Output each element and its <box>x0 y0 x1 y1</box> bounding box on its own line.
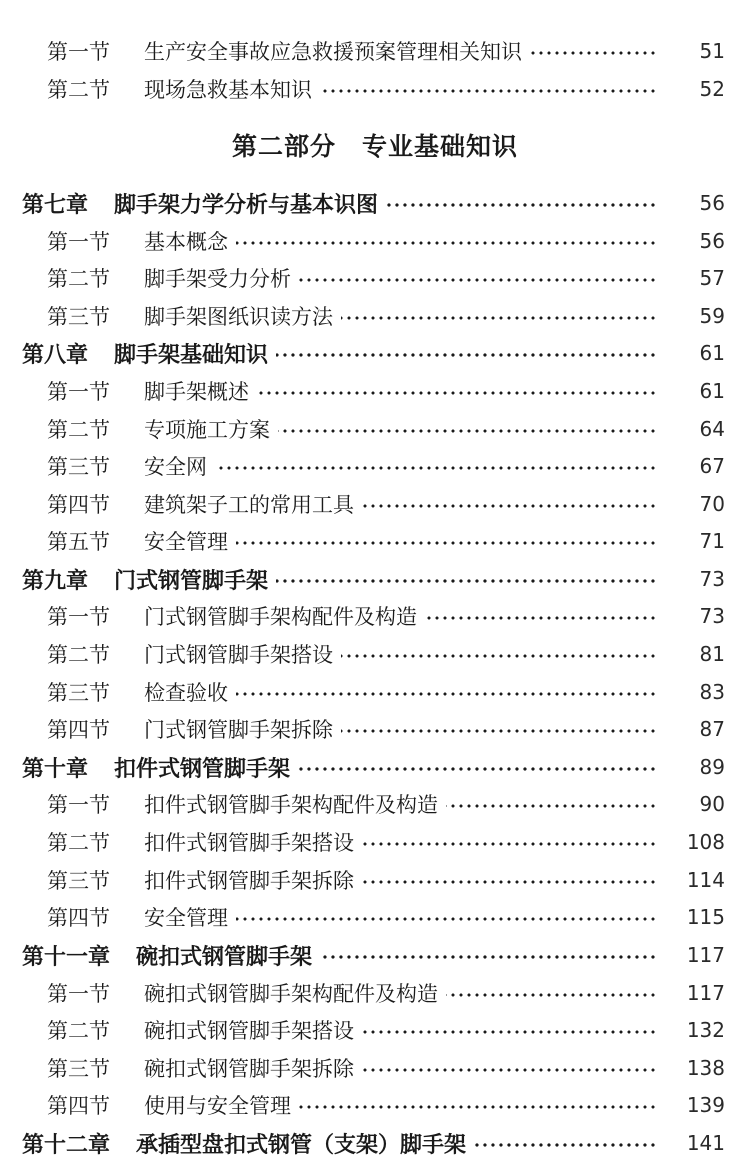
page-number: 90 <box>699 792 725 816</box>
page-number: 52 <box>699 77 725 101</box>
page-number: 81 <box>699 642 725 666</box>
section-number: 第三节 <box>47 455 110 479</box>
section-title: 门式钢管脚手架搭设 <box>144 643 333 667</box>
page-number: 83 <box>699 680 725 704</box>
section-number: 第二节 <box>47 78 110 102</box>
section-title: 扣件式钢管脚手架构配件及构造 <box>144 793 438 817</box>
page-number: 89 <box>699 755 725 779</box>
toc-chapter-row[interactable] <box>0 936 750 974</box>
toc-section-row[interactable] <box>0 635 750 673</box>
dot-leader <box>530 51 657 55</box>
toc-chapter-row[interactable] <box>0 748 750 786</box>
section-title: 碗扣式钢管脚手架构配件及构造 <box>144 982 438 1006</box>
section-number: 第一节 <box>47 982 110 1006</box>
section-title: 脚手架受力分析 <box>144 267 291 291</box>
chapter-title: 承插型盘扣式钢管（支架）脚手架 <box>136 1131 467 1158</box>
dot-leader <box>341 729 657 733</box>
part-number: 第二部分 <box>231 132 336 161</box>
part-title: 专业基础知识 <box>362 132 519 161</box>
toc-section-row[interactable] <box>0 1086 750 1124</box>
section-number: 第五节 <box>47 530 110 554</box>
section-title: 扣件式钢管脚手架拆除 <box>144 869 354 893</box>
page-number: 59 <box>699 304 725 328</box>
dot-leader <box>362 504 657 508</box>
chapter-number: 第十一章 <box>22 943 111 970</box>
toc-chapter-row[interactable] <box>0 184 750 222</box>
page-number: 117 <box>686 943 725 967</box>
dot-leader <box>446 804 657 808</box>
section-title: 门式钢管脚手架构配件及构造 <box>144 605 417 629</box>
section-title: 安全管理 <box>144 530 228 554</box>
section-title: 现场急救基本知识 <box>144 78 312 102</box>
section-number: 第二节 <box>47 418 110 442</box>
page-number: 141 <box>686 1131 725 1155</box>
section-number: 第二节 <box>47 267 110 291</box>
section-title: 安全管理 <box>144 906 228 930</box>
page-number: 117 <box>686 981 725 1005</box>
chapter-title: 碗扣式钢管脚手架 <box>136 943 313 970</box>
dot-leader <box>446 993 657 997</box>
chapter-title: 脚手架基础知识 <box>114 341 269 368</box>
toc-section-row[interactable] <box>0 898 750 936</box>
dot-leader <box>386 203 657 207</box>
section-title: 检查验收 <box>144 681 228 705</box>
chapter-number: 第十章 <box>22 755 89 782</box>
toc-section-row[interactable] <box>0 1049 750 1087</box>
dot-leader <box>298 767 657 771</box>
section-title: 使用与安全管理 <box>144 1094 291 1118</box>
dot-leader <box>276 353 657 357</box>
section-number: 第一节 <box>47 605 110 629</box>
page-number: 61 <box>699 341 725 365</box>
toc-section-row[interactable] <box>0 410 750 448</box>
page-number: 132 <box>686 1018 725 1042</box>
toc-section-row[interactable] <box>0 710 750 748</box>
dot-leader <box>215 466 657 470</box>
dot-leader <box>362 1068 657 1072</box>
page-number: 61 <box>699 379 725 403</box>
chapter-number: 第九章 <box>22 567 89 594</box>
page-number: 67 <box>699 454 725 478</box>
section-title: 脚手架图纸识读方法 <box>144 305 333 329</box>
section-number: 第一节 <box>47 793 110 817</box>
page-number: 56 <box>699 191 725 215</box>
page-number: 73 <box>699 567 725 591</box>
section-number: 第一节 <box>47 40 110 64</box>
page-number: 56 <box>699 229 725 253</box>
section-number: 第二节 <box>47 643 110 667</box>
dot-leader <box>362 842 657 846</box>
page-number: 87 <box>699 717 725 741</box>
toc-chapter-row[interactable] <box>0 334 750 372</box>
dot-leader <box>236 692 657 696</box>
page-number: 108 <box>686 830 725 854</box>
dot-leader <box>257 391 657 395</box>
toc-section-row[interactable] <box>0 974 750 1012</box>
chapter-number: 第七章 <box>22 191 89 218</box>
dot-leader <box>474 1143 657 1147</box>
section-title: 建筑架子工的常用工具 <box>144 493 354 517</box>
toc-section-row[interactable] <box>0 597 750 635</box>
section-title: 基本概念 <box>144 230 228 254</box>
dot-leader <box>362 880 657 884</box>
page-number: 57 <box>699 266 725 290</box>
dot-leader <box>299 278 657 282</box>
section-title: 碗扣式钢管脚手架拆除 <box>144 1057 354 1081</box>
chapter-number: 第八章 <box>22 341 89 368</box>
toc-section-row[interactable] <box>0 259 750 297</box>
page-number: 138 <box>686 1056 725 1080</box>
toc-section-row[interactable] <box>0 522 750 560</box>
toc-section-row[interactable] <box>0 372 750 410</box>
section-title: 门式钢管脚手架拆除 <box>144 718 333 742</box>
section-title: 碗扣式钢管脚手架搭设 <box>144 1019 354 1043</box>
toc-section-row[interactable] <box>0 70 750 108</box>
section-number: 第三节 <box>47 305 110 329</box>
dot-leader <box>320 89 657 93</box>
toc-section-row[interactable] <box>0 447 750 485</box>
section-title: 安全网 <box>144 455 207 479</box>
dot-leader <box>341 316 657 320</box>
dot-leader <box>362 1030 657 1034</box>
section-number: 第二节 <box>47 831 110 855</box>
dot-leader <box>236 541 657 545</box>
page-number: 73 <box>699 604 725 628</box>
toc-section-row[interactable] <box>0 673 750 711</box>
section-number: 第一节 <box>47 380 110 404</box>
page-number: 114 <box>686 868 725 892</box>
dot-leader <box>236 917 657 921</box>
dot-leader <box>236 241 657 245</box>
section-number: 第四节 <box>47 906 110 930</box>
section-title: 专项施工方案 <box>144 418 270 442</box>
dot-leader <box>425 616 657 620</box>
section-number: 第四节 <box>47 493 110 517</box>
section-title: 生产安全事故应急救援预案管理相关知识 <box>144 40 522 64</box>
toc-section-row[interactable] <box>0 297 750 335</box>
section-title: 扣件式钢管脚手架搭设 <box>144 831 354 855</box>
section-number: 第三节 <box>47 869 110 893</box>
toc-section-row[interactable] <box>0 222 750 260</box>
page-number: 115 <box>686 905 725 929</box>
section-number: 第一节 <box>47 230 110 254</box>
dot-leader <box>320 955 657 959</box>
page-number: 71 <box>699 529 725 553</box>
section-number: 第三节 <box>47 681 110 705</box>
toc-section-row[interactable] <box>0 861 750 899</box>
toc-chapter-row[interactable] <box>0 560 750 598</box>
dot-leader <box>276 579 657 583</box>
section-number: 第二节 <box>47 1019 110 1043</box>
page-number: 51 <box>699 39 725 63</box>
toc-section-row[interactable] <box>0 823 750 861</box>
page-number: 139 <box>686 1093 725 1117</box>
toc-section-row[interactable] <box>0 32 750 70</box>
chapter-title: 门式钢管脚手架 <box>114 567 269 594</box>
toc-chapter-row[interactable] <box>0 1124 750 1162</box>
toc-section-row[interactable] <box>0 485 750 523</box>
dot-leader <box>278 429 657 433</box>
toc-section-row[interactable] <box>0 785 750 823</box>
part-heading <box>0 127 750 167</box>
section-title: 脚手架概述 <box>144 380 249 404</box>
chapter-title: 脚手架力学分析与基本识图 <box>114 191 379 218</box>
toc-section-row[interactable] <box>0 1011 750 1049</box>
page-number: 70 <box>699 492 725 516</box>
section-number: 第四节 <box>47 718 110 742</box>
section-number: 第四节 <box>47 1094 110 1118</box>
chapter-title: 扣件式钢管脚手架 <box>114 755 291 782</box>
dot-leader <box>299 1105 657 1109</box>
section-number: 第三节 <box>47 1057 110 1081</box>
page-number: 64 <box>699 417 725 441</box>
dot-leader <box>341 654 657 658</box>
chapter-number: 第十二章 <box>22 1131 111 1158</box>
